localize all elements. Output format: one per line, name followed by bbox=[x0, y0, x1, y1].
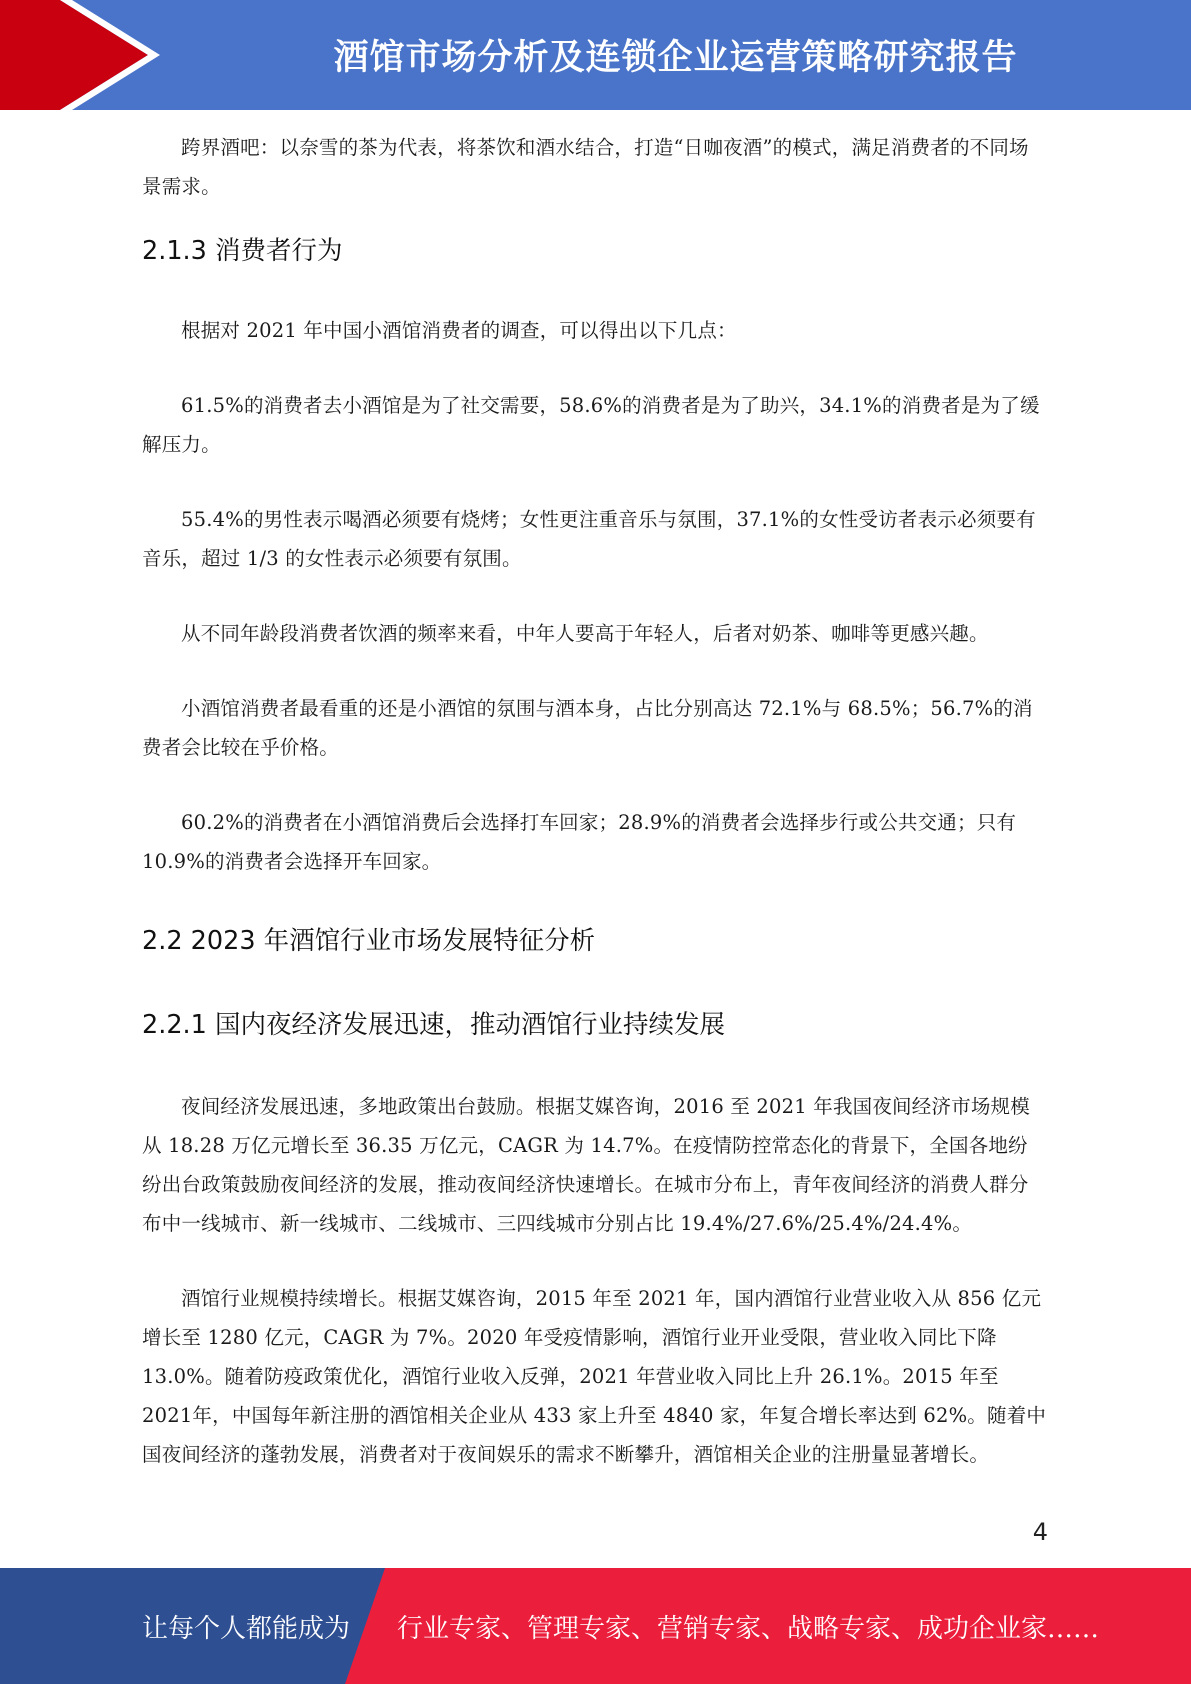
paragraph: 61.5%的消费者去小酒馆是为了社交需要，58.6%的消费者是为了助兴，34.1%的消费者是为了缓解压力。 bbox=[142, 394, 1040, 456]
paragraph: 60.2%的消费者在小酒馆消费后会选择打车回家；28.9%的消费者会选择步行或公共交通；只有10.9%的消费者会选择开车回家。 bbox=[142, 811, 1017, 873]
report-title: 酒馆市场分析及连锁企业运营策略研究报告 bbox=[333, 38, 1018, 78]
section-heading: 2.2 2023 年酒馆行业市场发展特征分析 bbox=[142, 926, 596, 956]
paragraph: 夜间经济发展迅速，多地政策出台鼓励。根据艾媒咨询，2016 至 2021 年我国夜间经济市场规模从 18.28 万亿元增长至 36.35 万亿元，CAGR 为 14.7%。在疫情防控常态化的背景下，全国各地纷纷出台政策鼓励夜间经济的发展，推动夜间经济快速增长。在城市分布上，青年夜间经济的消费人群分布中一线城市、新一线城市、二线城市、三四线城市分别占比 19.4%/27.6%/25.4%/24.4%。 bbox=[142, 1095, 1030, 1235]
paragraph: 根据对 2021 年中国小酒馆消费者的调查，可以得出以下几点： bbox=[181, 319, 737, 342]
paragraph: 跨界酒吧：以奈雪的茶为代表，将茶饮和酒水结合，打造“日咖夜酒”的模式，满足消费者的不同场景需求。 bbox=[142, 136, 1029, 198]
paragraph: 酒馆行业规模持续增长。根据艾媒咨询，2015 年至 2021 年，国内酒馆行业营业收入从 856 亿元增长至 1280 亿元，CAGR 为 7%。2020 年受疫情影响，酒馆行业开业受限，营业收入同比下降13.0%。随着防疫政策优化，酒馆行业收入反弹，2021 年营业收入同比上升 26.1%。2015 年至 2021年，中国每年新注册的酒馆相关企业从 433 家上升至 4840 家，年复合增长率达到 62%。随着中国夜间经济的蓬勃发展，消费者对于夜间娱乐的需求不断攀升，酒馆相关企业的注册量显著增长。 bbox=[142, 1287, 1047, 1466]
page-number: 4 bbox=[1032, 1518, 1048, 1546]
footer-slogan-right: 行业专家、管理专家、营销专家、战略专家、成功企业家…… bbox=[397, 1614, 1100, 1644]
document-body bbox=[142, 128, 1047, 1474]
section-heading: 2.2.1 国内夜经济发展迅速，推动酒馆行业持续发展 bbox=[142, 1010, 725, 1040]
footer-slogan-left: 让每个人都能成为 bbox=[142, 1614, 351, 1644]
paragraph: 小酒馆消费者最看重的还是小酒馆的氛围与酒本身，占比分别高达 72.1%与 68.5%；56.7%的消费者会比较在乎价格。 bbox=[142, 697, 1033, 759]
section-heading: 2.1.3 消费者行为 bbox=[142, 236, 343, 266]
page-header bbox=[0, 0, 1191, 110]
paragraph: 55.4%的男性表示喝酒必须要有烧烤；女性更注重音乐与氛围，37.1%的女性受访者表示必须要有音乐，超过 1/3 的女性表示必须要有氛围。 bbox=[142, 508, 1036, 570]
page-footer bbox=[0, 1568, 1191, 1684]
paragraph: 从不同年龄段消费者饮酒的频率来看，中年人要高于年轻人，后者对奶茶、咖啡等更感兴趣。 bbox=[181, 622, 989, 645]
